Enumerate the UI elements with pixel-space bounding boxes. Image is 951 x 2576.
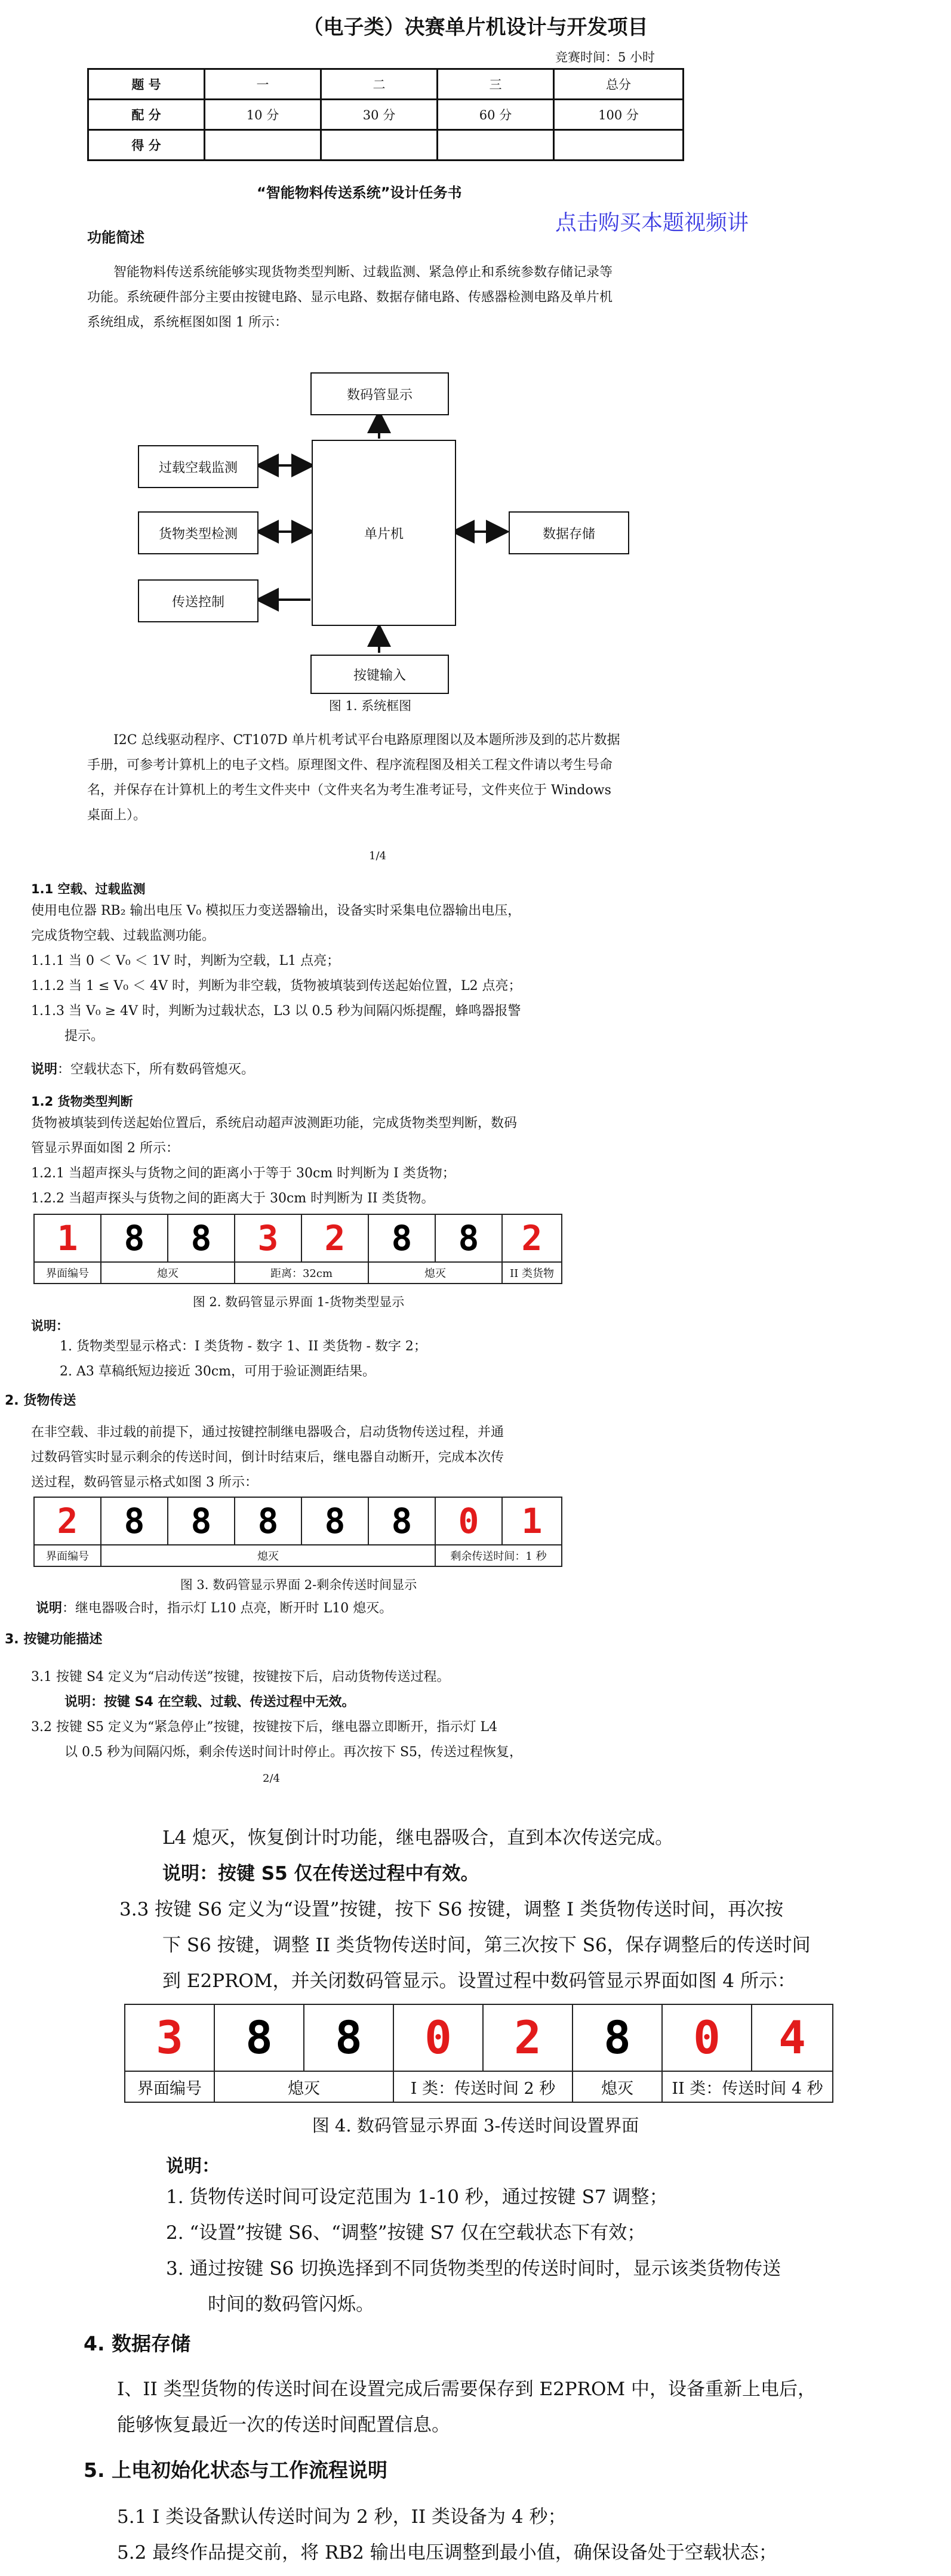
seg-digit: 2: [514, 2011, 541, 2064]
score-cell: 10 分: [205, 100, 321, 130]
figure1-caption: 图 1. 系统框图: [328, 699, 412, 713]
figure4-caption: 图 4. 数码管显示界面 3-传送时间设置界面: [312, 2115, 639, 2136]
digit-cell: [502, 1497, 562, 1545]
seg-digit: 4: [778, 2011, 806, 2064]
buy-video-link[interactable]: 点击购买本题视频讲: [555, 211, 749, 235]
segment-label: 界面编号: [125, 2071, 214, 2102]
digit-cell: [502, 1214, 562, 1262]
segment-label: II 类：传送时间 4 秒: [662, 2071, 833, 2102]
digit-cell: [662, 2004, 752, 2071]
section-2-body: 在非空载、非过载的前提下，通过按键控制继电器吸合，启动货物传送过程，并通 过数码管实时显示剩余的传送时间，倒计时结束后，继电器自动断开，完成本次传 送过程，数码管显示格式如图 3 所示：: [31, 1425, 504, 1490]
digit-cell: [168, 1214, 235, 1262]
segment-label: 界面编号: [34, 1262, 101, 1284]
seg-digit: 3: [156, 2011, 183, 2064]
i2c-paragraph-cont: 手册，可参考计算机上的电子文档。原理图文件、程序流程图及相关工程文件请以考生号命 名，并保存在计算机上的考生文件夹中（文件夹名为考生准考证号，文件夹位于 Windows 桌面上）。: [87, 758, 613, 823]
segment-label: 熄灭: [573, 2071, 662, 2102]
score-cell: 100 分: [554, 100, 684, 130]
score-cell: 得 分: [88, 130, 205, 161]
seg-digit: 0: [693, 2011, 721, 2064]
figure2-notes: 1. 货物类型显示格式：I 类货物 - 数字 1、II 类货物 - 数字 2； 2. A3 草稿纸短边接近 30cm，可用于验证测距结果。: [60, 1339, 427, 1379]
func-heading: 功能简述: [87, 229, 144, 246]
figure2-display: [33, 1214, 562, 1284]
section-4-body: I、II 类型货物的传送时间在设置完成后需要保存到 E2PROM 中，设备重新上电后， 能够恢复最近一次的传送时间配置信息。: [117, 2378, 817, 2436]
seg-digit: 8: [391, 1218, 413, 1258]
page-number-1: 1/4: [369, 850, 386, 862]
segment-label: II 类货物: [502, 1262, 562, 1284]
segment-label: 界面编号: [34, 1545, 101, 1566]
seg-digit: 8: [391, 1501, 413, 1541]
seg-digit: 8: [604, 2011, 631, 2064]
section-1-1-title: 1.1 空载、过载监测: [31, 882, 146, 896]
section-4-title: 4. 数据存储: [84, 2332, 190, 2355]
segment-label: 剩余传送时间：1 秒: [435, 1545, 562, 1566]
segment-label: 熄灭: [368, 1262, 502, 1284]
digit-cell: [301, 1497, 368, 1545]
diagram-cargo-box: 货物类型检测: [138, 511, 258, 554]
digit-cell: [214, 2004, 304, 2071]
section-1-1-body: 使用电位器 RB₂ 输出电压 V₀ 模拟压力变送器输出，设备实时采集电位器输出电压， 完成货物空载、过载监测功能。 1.1.1 当 0 ＜ V₀ ＜ 1V 时，判断为空载，L1 点亮； 1.1.2 当 1 ≤ V₀ ＜ 4V 时，判断为非空载，货物被填装到传送起始位置，L2 点亮； 1.1.3 当 V₀ ≥ 4V 时，判断为过载状态，L3 以 0.5 秒为间隔闪烁提醒，蜂鸣器报警 提示。: [31, 903, 522, 1044]
seg-digit: 0: [458, 1501, 479, 1541]
section-3-body: 3.1 按键 S4 定义为“启动传送”按键，按键按下后，启动货物传送过程。 说明：按键 S4 在空载、过载、传送过程中无效。 3.2 按键 S5 定义为“紧急停止”按键，按键按下后，继电器立即断开，指示灯 L4 以 0.5 秒为间隔闪烁，剩余传送时间计时停止。再次按下 S5，传送过程恢复，: [31, 1670, 523, 1760]
score-cell: 60 分: [438, 100, 554, 130]
diagram-overload-box: 过载空载监测: [138, 445, 258, 488]
figure2-note-label: 说明：: [31, 1319, 69, 1333]
digit-cell: [573, 2004, 662, 2071]
seg-digit: 0: [424, 2011, 452, 2064]
digit-cell: [235, 1497, 301, 1545]
diagram-mcu-box: 单片机: [312, 440, 456, 626]
seg-digit: 2: [324, 1218, 346, 1258]
segment-label: I 类：传送时间 2 秒: [393, 2071, 573, 2102]
digit-cell: [168, 1497, 235, 1545]
digit-cell: [393, 2004, 483, 2071]
seg-digit: 8: [458, 1218, 479, 1258]
section-5-body: 5.1 I 类设备默认传送时间为 2 秒，II 类设备为 4 秒； 5.2 最终作品提交前，将 RB2 输出电压调整到最小值，确保设备处于空载状态；: [117, 2506, 777, 2563]
figure3-caption: 图 3. 数码管显示界面 2-剩余传送时间显示: [180, 1578, 417, 1592]
score-cell: 三: [438, 69, 554, 100]
digit-cell: [34, 1497, 101, 1545]
section-1-2-title: 1.2 货物类型判断: [31, 1094, 133, 1109]
diagram-key-box: 按键输入: [310, 655, 449, 694]
segment-label: 熄灭: [214, 2071, 393, 2102]
digit-cell: [301, 1214, 368, 1262]
score-cell: 题 号: [88, 69, 205, 100]
func-paragraph: 智能物料传送系统能够实现货物类型判断、过载监测、紧急停止和系统参数存储记录等: [113, 265, 613, 280]
score-cell: 配 分: [88, 100, 205, 130]
diagram-display-box: 数码管显示: [310, 372, 449, 415]
seg-digit: 8: [190, 1218, 212, 1258]
digit-cell: [235, 1214, 301, 1262]
section-3-cont: L4 熄灭，恢复倒计时功能，继电器吸合，直到本次传送完成。 说明：按键 S5 仅在传送过程中有效。: [162, 1827, 674, 1884]
score-cell: 一: [205, 69, 321, 100]
digit-cell: [368, 1497, 435, 1545]
figure2-caption: 图 2. 数码管显示界面 1-货物类型显示: [192, 1295, 405, 1309]
document-title: （电子类）决赛单片机设计与开发项目: [303, 16, 648, 39]
figure4-notes: 1. 货物传送时间可设定范围为 1-10 秒，通过按键 S7 调整； 2. “设置”按键 S6、“调整”按键 S7 仅在空载状态下有效； 3. 通过按键 S6 切换选择到不同货物类型的传送时间时，显示该类货物传送 时间的数码管闪烁。: [166, 2186, 781, 2315]
seg-digit: 8: [324, 1501, 346, 1541]
digit-cell: [304, 2004, 393, 2071]
competition-time: 竞赛时间：5 小时: [555, 50, 655, 64]
score-cell: 30 分: [321, 100, 438, 130]
digit-cell: [125, 2004, 214, 2071]
section-3-3: 3.3 按键 S6 定义为“设置”按键，按下 S6 按键，调整 I 类货物传送时间，再次按 下 S6 按键，调整 II 类货物传送时间，第三次按下 S6，保存调整后的传送时间 到 E2PROM，并关闭数码管显示。设置过程中数码管显示界面如图 4 所示：: [119, 1899, 811, 1992]
figure4-note-label: 说明：: [166, 2156, 220, 2177]
section-2-title: 2. 货物传送: [5, 1393, 76, 1408]
seg-digit: 3: [257, 1218, 279, 1258]
digit-cell: [101, 1214, 168, 1262]
segment-label: 熄灭: [101, 1545, 435, 1566]
i2c-paragraph: I2C 总线驱动程序、CT107D 单片机考试平台电路原理图以及本题所涉及到的芯片数据: [113, 733, 620, 748]
figure3-display: [33, 1497, 562, 1567]
digit-cell: [101, 1497, 168, 1545]
score-cell: 二: [321, 69, 438, 100]
score-cell: 总分: [554, 69, 684, 100]
section-3-title: 3. 按键功能描述: [5, 1632, 103, 1647]
seg-digit: 1: [57, 1218, 78, 1258]
digit-cell: [435, 1214, 502, 1262]
seg-digit: 2: [521, 1218, 543, 1258]
seg-digit: 2: [57, 1501, 78, 1541]
seg-digit: 8: [257, 1501, 279, 1541]
seg-digit: 8: [124, 1218, 145, 1258]
seg-digit: 8: [124, 1501, 145, 1541]
digit-cell: [34, 1214, 101, 1262]
section-2-note: 说明：继电器吸合时，指示灯 L10 点亮，断开时 L10 熄灭。: [36, 1601, 393, 1616]
digit-cell: [368, 1214, 435, 1262]
section-5-title: 5. 上电初始化状态与工作流程说明: [84, 2458, 387, 2482]
segment-label: 熄灭: [101, 1262, 235, 1284]
func-paragraph-cont: 功能。系统硬件部分主要由按键电路、显示电路、数据存储电路、传感器检测电路及单片机 系统组成，系统框图如图 1 所示：: [87, 290, 613, 330]
diagram-transfer-box: 传送控制: [138, 579, 258, 622]
digit-cell: [752, 2004, 833, 2071]
task-title: “智能物料传送系统”设计任务书: [257, 184, 462, 201]
digit-cell: [483, 2004, 573, 2071]
section-1-2-body: 货物被填装到传送起始位置后，系统启动超声波测距功能，完成货物类型判断，数码 管显示界面如图 2 所示： 1.2.1 当超声探头与货物之间的距离小于等于 30cm 时判断为 I 类货物； 1.2.2 当超声探头与货物之间的距离大于 30cm 时判断为 II 类货物。: [31, 1116, 518, 1206]
seg-digit: 1: [521, 1501, 543, 1541]
seg-digit: 8: [245, 2011, 273, 2064]
section-1-1-note: 说明：空载状态下，所有数码管熄灭。: [31, 1062, 255, 1077]
digit-cell: [435, 1497, 502, 1545]
figure4-display: [124, 2004, 833, 2103]
diagram-storage-box: 数据存储: [509, 511, 629, 554]
seg-digit: 8: [335, 2011, 362, 2064]
segment-label: 距离：32cm: [235, 1262, 368, 1284]
page-number-2: 2/4: [263, 1772, 280, 1785]
seg-digit: 8: [190, 1501, 212, 1541]
